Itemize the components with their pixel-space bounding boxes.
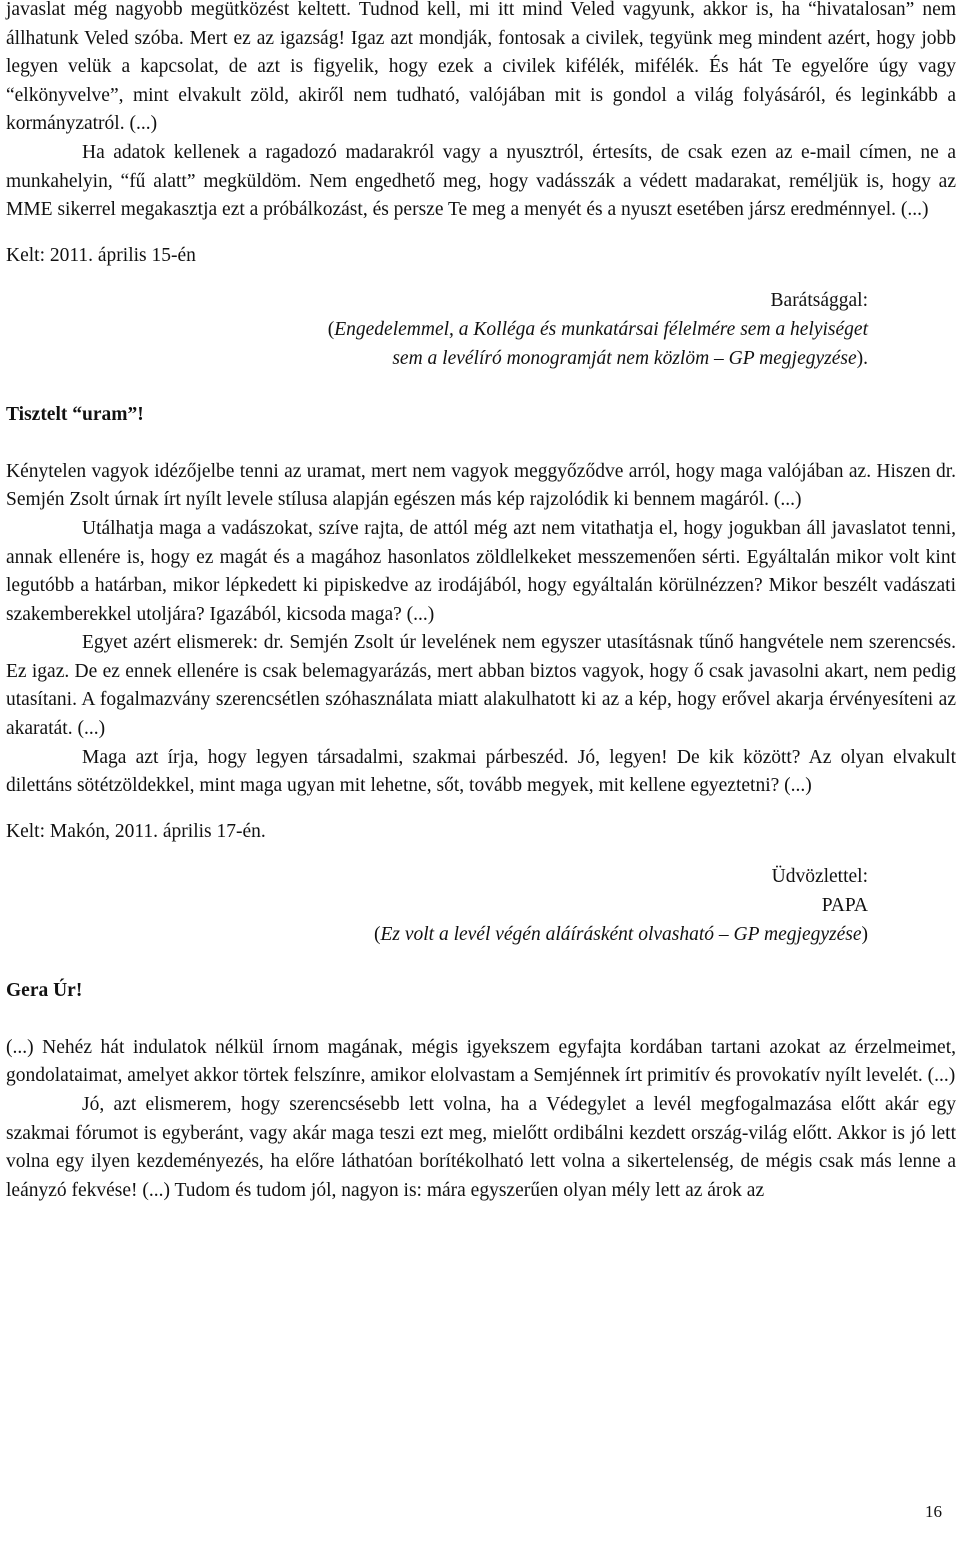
letter-salutation: Gera Úr! (6, 980, 83, 1002)
letter-signature: PAPA (821, 895, 868, 917)
paragraph: Ha adatok kellenek a ragadozó madarakról vagy a nyusztról, értesíts, de csak ezen az e-mail címen, ne a munkahelyin, “fű alatt” megküldöm. Nem engedhető meg, hogy vadásszák a védett madarakat, reméljük is, hogy az MME sikerrel megakasztja ezt a próbálkozást, és persze Te meg a menyét és a nyuszt esetében jársz eredménnyel. (...) (6, 141, 956, 221)
editor-note-line: Engedelemmel, a Kolléga és munkatársai félelmére sem a helyiséget (334, 318, 868, 340)
editor-note: (Engedelemmel, a Kolléga és munkatársai félelmére sem a helyiséget (327, 318, 868, 340)
letter-closing: Üdvözlettel: (771, 866, 868, 888)
paragraph: Utálhatja maga a vadászokat, szíve rajta, de attól még azt nem vitathatja el, hogy jogukban áll javaslatot tenni, annak ellenére is, hogy ez magát és a magához hasonlatos zöldlelkeket messzemenően sérti. Egyáltalán mikor volt kint legutóbb a határban, mikor lépkedett ki pipiskedve az irodájából, hogy egyáltalán körülnézzen? Mikor beszélt vadászati szakemberekkel utoljára? Igazából, kicsoda maga? (...) (6, 517, 956, 625)
letter-date: Kelt: Makón, 2011. április 17-én. (6, 820, 266, 842)
paragraph: Kénytelen vagyok idézőjelbe tenni az uramat, mert nem vagyok meggyőződve arról, hogy maga valójában az. Hiszen dr. Semjén Zsolt úrnak írt nyílt levele stílusa alapján egészen más kép rajzolódik ki bennem magáról. (...) (6, 460, 956, 511)
letter-date: Kelt: 2011. április 15-én (6, 244, 196, 266)
paragraph: Jó, azt elismerem, hogy szerencsésebb lett volna, ha a Védegylet a levél megfogalmazása előtt akár egy szakmai fórumot is egyberánt, vagy akár maga teszi ezt meg, mielőtt ordibálni kezdett ország-világ előtt. Akkor is jó lett volna egy ilyen kezdeményezés, ha előre láthatóan borítékolható lett volna a sikertelenség, de mégis csak más lenne a leányzó fekvése! (...) Tudom és tudom jól, nagyon is: mára egyszerűen olyan mély lett az árok az (6, 1094, 956, 1201)
paragraph: javaslat még nagyobb megütközést keltett. Tudnod kell, mi itt mind Veled vagyunk, akkor is, ha “hivatalosan” nem állhatunk Veled szóba. Mert ez az igazság! Igaz azt mondják, fontosak a civilek, tegyünk meg mindent azért, hogy jobb legyen velük a kapcsolat, de azt is figyelik, hogy ezek a civilek kifélék, mifélék. És hát Te egyelőre úgy vagy “elkönyvelve”, mint elvakult zöld, akiről nem tudható, valójában mit is gondol a világ folyásáról, és leginkább a kormányzatról. (...) (6, 0, 956, 135)
paragraph: Maga azt írja, hogy legyen társadalmi, szakmai párbeszéd. Jó, legyen! De kik között? Az olyan elvakult dilettáns sötétzöldekkel, mint maga ugyan mit lehetne, sőt, tovább megyek, mit kellene egyeztetni? (...) (6, 746, 956, 797)
letter-salutation: Tisztelt “uram”! (6, 404, 144, 426)
document-body (6, 0, 956, 1205)
paragraph: (...) Nehéz hát indulatok nélkül írnom magának, mégis igyekszem egyfajta kordában tartani azokat az érzelmeimet, gondolataimat, amelyet akkor törtek felszínre, amikor elolvastam a Semjénnek írt primitív és provokatív nyílt levelét. (...) (6, 1036, 956, 1087)
editor-note: (Ez volt a levél végén aláírásként olvasható – GP megjegyzése) (373, 923, 868, 945)
editor-note: sem a levélíró monogramját nem közlöm – GP megjegyzése). (392, 347, 868, 369)
paragraph: Egyet azért elismerek: dr. Semjén Zsolt úr levelének nem egyszer utasításnak tűnő hangvétele nem szerencsés. Ez igaz. De ez ennek ellenére is csak belemagyarázás, mert abban biztos vagyok, hogy ő csak javasolni akart, nem pedig utasítani. A fogalmazvány szerencsétlen szóhasználata miatt alakulhatott ki az a kép, hogy erővel akarja érvényesíteni az akaratát. (...) (6, 632, 956, 740)
editor-note-line: sem a levélíró monogramját nem közlöm – GP megjegyzése (392, 347, 857, 369)
letter-closing: Barátsággal: (770, 290, 868, 312)
editor-note-line: Ez volt a levél végén aláírásként olvasható – GP megjegyzése (380, 923, 862, 945)
page-number: 16 (925, 1502, 942, 1521)
